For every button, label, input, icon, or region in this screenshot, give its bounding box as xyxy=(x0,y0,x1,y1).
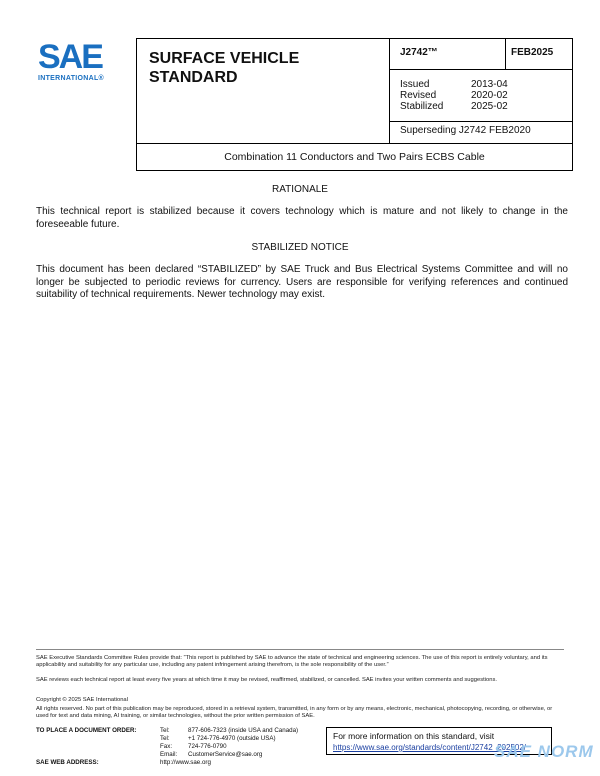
order-label: TO PLACE A DOCUMENT ORDER: xyxy=(36,727,137,734)
stabilized-text: This document has been declared “STABILIZED” by SAE Truck and Bus Electrical Systems Committee and will no longer be subjected to periodic reviews for currency. Users are responsible for verifying references and continued suitability of technical requirements. Newer technology may exist. xyxy=(36,264,568,300)
rationale-heading: RATIONALE xyxy=(272,184,328,195)
logo-subtitle: INTERNATIONAL® xyxy=(38,75,105,82)
more-info-text: For more information on this standard, visit xyxy=(333,731,495,741)
footer-rights: All rights reserved. No part of this publication may be reproduced, stored in a retrieval system, transmitted, in any form or by any means, electronic, mechanical, photocopying, recording, or otherwise, or used for text and data mining, AI training, or similar technologies, without the prior written permission of SAE. xyxy=(36,706,553,720)
contact-fax: 724-776-0790 xyxy=(188,743,227,750)
contact-tel2-label: Tel: xyxy=(160,735,170,742)
standard-link[interactable]: https://www.sae.org/standards/content/J2742_202502/ xyxy=(333,743,527,752)
contact-fax-label: Fax: xyxy=(160,743,173,750)
revised-value: 2020-02 xyxy=(471,90,508,101)
footer-review: SAE reviews each technical report at least every five years at which time it may be revised, reaffirmed, stabilized, or cancelled. SAE invites your written comments and suggestions. xyxy=(36,677,497,683)
web-address[interactable]: http://www.sae.org xyxy=(160,759,211,766)
watermark: SAE NORM xyxy=(494,742,594,761)
stabilized-heading: STABILIZED NOTICE xyxy=(251,242,349,253)
footer-divider xyxy=(36,649,564,650)
stabilized-label: Stabilized xyxy=(400,101,444,112)
rationale-text: This technical report is stabilized because it covers technology which is mature and not likely to change in the foreseeable future. xyxy=(36,206,568,230)
stabilized-value: 2025-02 xyxy=(471,101,508,112)
contact-tel2[interactable]: +1 724-776-4970 (outside USA) xyxy=(188,735,276,742)
sae-logo xyxy=(38,40,128,82)
document-type: SURFACE VEHICLE STANDARD xyxy=(149,50,300,86)
contact-email-label: Email: xyxy=(160,751,178,758)
revised-label: Revised xyxy=(400,90,437,101)
issued-label: Issued xyxy=(400,79,430,90)
document-number: J2742™ xyxy=(400,47,438,58)
document-date: FEB2025 xyxy=(511,47,554,58)
document-title: Combination 11 Conductors and Two Pairs ECBS Cable xyxy=(136,143,573,171)
superseding-note: Superseding J2742 FEB2020 xyxy=(400,125,531,136)
logo-mark: SAE xyxy=(38,38,102,76)
footer-rules: SAE Executive Standards Committee Rules provide that: “This report is published by SAE to advance the state of technical and engineering sciences. The use of this report is entirely voluntary, and its applicability and suitability for any particular use, including any patent infringement arising therefrom, is the sole responsibility of the user.” xyxy=(36,655,548,669)
issued-value: 2013-04 xyxy=(471,79,508,90)
contact-tel1[interactable]: 877-606-7323 (inside USA and Canada) xyxy=(188,727,299,734)
contact-tel1-label: Tel: xyxy=(160,727,170,734)
contact-email[interactable]: CustomerService@sae.org xyxy=(188,751,263,758)
footer-copyright: Copyright © 2025 SAE International xyxy=(36,697,128,703)
document-header xyxy=(136,38,573,144)
web-label: SAE WEB ADDRESS: xyxy=(36,759,99,766)
